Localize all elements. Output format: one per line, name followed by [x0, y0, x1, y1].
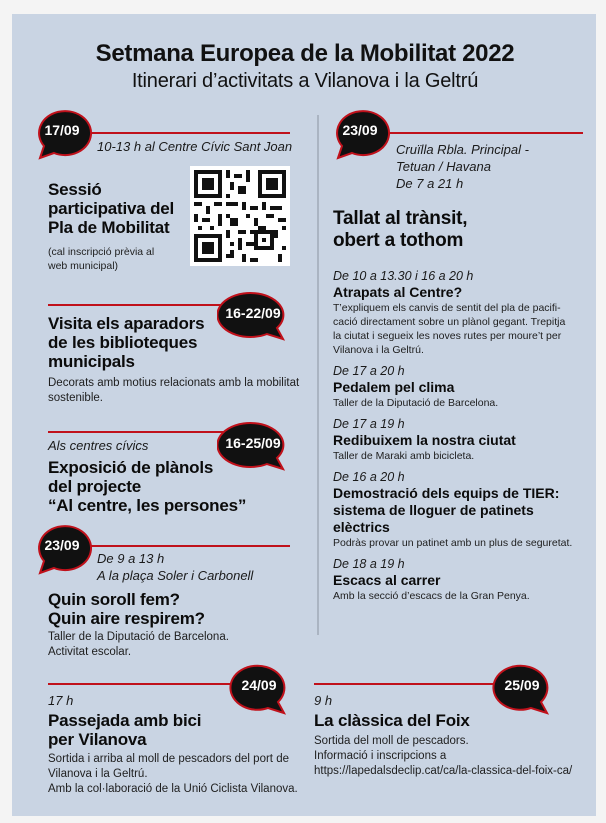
event-7-link[interactable]: https://lapedalsdeclip.cat/ca/la-classica-del-foix-ca/: [314, 765, 573, 777]
activity-description: Taller de la Diputació de Barcelona.: [333, 397, 499, 409]
event-4-date: 23/09: [44, 537, 80, 553]
event-1-note: (cal inscripció prèvia al web municipal): [48, 246, 155, 272]
event-7-date-bubble: [491, 663, 555, 717]
page-margin-left: [0, 0, 12, 823]
qr-code-icon: [190, 166, 290, 266]
event-1-meta: 10-13 h al Centre Cívic Sant Joan: [97, 139, 293, 154]
activity-description: T’expliquem els canvis de sentit del pla de pacifi- cació directament sobre un plànol gegant. Trepitja la ciutat i segueix les noves rutes per moure’t per Vilanova i la Geltrú.: [333, 302, 566, 356]
activity-time: De 16 a 20 h: [333, 470, 405, 484]
poster-title: Setmana Europea de la Mobilitat 2022: [95, 40, 515, 67]
activity-time: De 18 a 19 h: [333, 557, 405, 571]
event-2-date: 16-22/09: [225, 305, 281, 321]
event-5-meta: 17 h: [48, 693, 74, 708]
event-3-heading: Exposició de plànols del projecte “Al centre, les persones”: [48, 458, 247, 515]
event-2-date-bubble: [217, 289, 293, 343]
page-margin-right: [596, 0, 606, 823]
activity-item: [333, 364, 593, 410]
event-3-date: 16-25/09: [225, 435, 281, 451]
activity-time: De 17 a 19 h: [333, 417, 405, 431]
event-2-body: Decorats amb motius relacionats amb la mobilitat sostenible.: [48, 377, 300, 404]
page-margin-top: [0, 0, 606, 14]
event-1-date-bubble: [30, 108, 94, 162]
event-1-date: 17/09: [44, 122, 80, 138]
activity-item: [333, 417, 593, 463]
activity-item: [333, 269, 593, 357]
event-6-activities: [333, 269, 593, 603]
event-3-meta: Als centres cívics: [48, 438, 149, 453]
activity-time: De 17 a 20 h: [333, 364, 405, 378]
activity-description: Taller de Maraki amb bicicleta.: [333, 450, 475, 462]
event-7-rule: [314, 683, 514, 685]
activity-title: Redibuixem la nostra ciutat: [333, 432, 516, 448]
event-5-rule: [48, 683, 238, 685]
event-7-meta: 9 h: [314, 693, 333, 708]
activity-title: Escacs al carrer: [333, 572, 441, 588]
event-6-date: 23/09: [342, 122, 378, 138]
event-7-heading: La clàssica del Foix: [314, 711, 470, 730]
activity-item: [333, 470, 593, 550]
event-4-heading: Quin soroll fem? Quin aire respirem?: [48, 590, 205, 628]
event-5-date: 24/09: [241, 677, 277, 693]
activity-title: Pedalem pel clima: [333, 379, 455, 395]
activity-title: Atrapats al Centre?: [333, 284, 463, 300]
activity-description: Podràs provar un patinet amb un plus de seguretat.: [333, 537, 573, 549]
event-4-date-bubble: [30, 523, 94, 577]
activity-title: Demostració dels equips de TIER: sistema de lloguer de patinets elèctrics: [333, 485, 560, 535]
event-5-body: Sortida i arriba al moll de pescadors del port de Vilanova i la Geltrú. Amb la col·laboració de la Unió Ciclista Vilanova.: [48, 753, 298, 795]
activity-time: De 10 a 13.30 i 16 a 20 h: [333, 269, 474, 283]
event-6-date-bubble: [328, 108, 392, 162]
event-7-body: Sortida del moll de pescadors. Informació i inscripcions a https://lapedalsdeclip.cat/ca/la-classica-del-foix-ca/: [314, 735, 573, 777]
poster-subtitle: Itinerari d’activitats a Vilanova i la Geltrú: [131, 70, 479, 92]
event-7-date: 25/09: [504, 677, 540, 693]
event-4-meta: De 9 a 13 h A la plaça Soler i Carbonell: [97, 551, 254, 583]
event-5-date-bubble: [228, 663, 292, 717]
column-divider: [317, 115, 319, 635]
event-1-heading: Sessió participativa del Pla de Mobilitat: [48, 180, 175, 237]
activity-description: Amb la secció d’escacs de la Gran Penya.: [333, 590, 530, 602]
event-4-body: Taller de la Diputació de Barcelona. Activitat escolar.: [48, 631, 229, 658]
page-margin-bottom: [0, 816, 606, 823]
event-5-heading: Passejada amb bici per Vilanova: [48, 711, 202, 749]
event-6-meta: Cruïlla Rbla. Principal - Tetuan / Havana De 7 a 21 h: [396, 142, 529, 191]
event-2-heading: Visita els aparadors de les biblioteques municipals: [48, 314, 205, 371]
activity-item: [333, 557, 593, 603]
event-6-heading: Tallat al trànsit, obert a tothom: [333, 208, 468, 251]
